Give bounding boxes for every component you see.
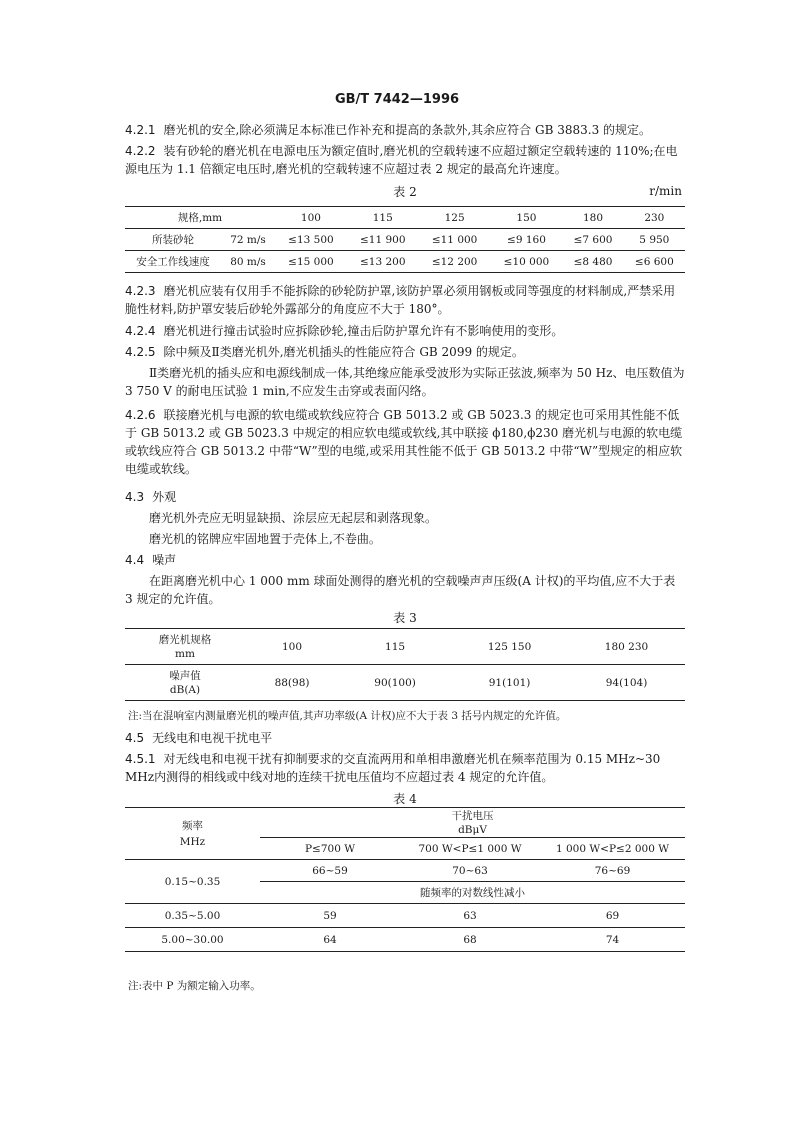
table4-power-col: 700 W<P≤1 000 W <box>400 838 540 860</box>
section-4-5-heading <box>125 729 685 747</box>
table4-freq: 0.35~5.00 <box>125 904 260 928</box>
table3-note: 注:当在混响室内测量磨光机的噪声值,其声功率级(A 计权)应不大于表 3 括号内规定的允许值。 <box>128 710 567 722</box>
table2-cell: 5 950 <box>624 229 685 251</box>
table4-volt-unit: dBμV <box>458 823 487 836</box>
section-number: 4.3 <box>125 490 145 504</box>
table4-note: 注:表中 P 为额定输入功率。 <box>128 980 261 992</box>
table3-size: 100 <box>245 629 339 665</box>
table2-cell: ≤13 200 <box>347 251 419 273</box>
clause-number: 4.2.1 <box>125 123 156 137</box>
table2-row-label: 安全工作线速度 <box>125 251 221 273</box>
table3-cell: 88(98) <box>245 665 339 701</box>
table3-caption: 表 3 <box>393 611 417 625</box>
clause-text: 除中频及Ⅱ类磨光机外,磨光机插头的性能应符合 GB 2099 的规定。 <box>163 345 524 359</box>
table4-freq: 5.00~30.00 <box>125 928 260 952</box>
table2-cell: ≤6 600 <box>624 251 685 273</box>
clause-4-2-2 <box>125 142 685 178</box>
table2-speed: 72 m/s <box>221 229 275 251</box>
section-title: 外观 <box>152 490 177 504</box>
table2-cell: ≤11 000 <box>419 229 491 251</box>
table2-size: 115 <box>347 207 419 229</box>
clause-number: 4.5.1 <box>125 752 156 766</box>
table2-size: 100 <box>275 207 347 229</box>
table3-cell: 94(104) <box>568 665 685 701</box>
table2-unit: r/min <box>649 184 682 198</box>
table4-freq: 0.15~0.35 <box>125 860 260 904</box>
table-row <box>125 808 685 838</box>
table2-cell: ≤11 900 <box>347 229 419 251</box>
table4-freq-unit: MHz <box>179 835 206 848</box>
table2-cell: ≤12 200 <box>419 251 491 273</box>
table2-size: 180 <box>562 207 623 229</box>
table2-speed: 80 m/s <box>221 251 275 273</box>
table3-spec-unit: mm <box>175 647 195 660</box>
section-number: 4.5 <box>125 731 145 745</box>
table3-size: 180 230 <box>568 629 685 665</box>
clause-number: 4.2.6 <box>125 408 156 422</box>
table4-note-cell: 随频率的对数线性减小 <box>260 882 685 904</box>
table2-cell: ≤8 480 <box>562 251 623 273</box>
clause-text: 联接磨光机与电源的软电缆或软线应符合 GB 5013.2 或 GB 5023.3 的规定也可采用其性能不低于 GB 5013.2 或 GB 5023.3 中规定的相应软电缆或软线,其中联接 ϕ180,ϕ230 磨光机与电源的软电缆或软线应符合 GB 5013.2 中带“W”型的电缆,或采用其性能不低于 GB 5013.2 中带“W”型规定的相应软电缆或软线。 <box>125 408 683 476</box>
table2-size: 150 <box>491 207 563 229</box>
clause-4-2-4 <box>125 322 685 340</box>
table2-size: 125 <box>419 207 491 229</box>
table2-size: 230 <box>624 207 685 229</box>
table4-cell: 70~63 <box>400 860 540 882</box>
table4-caption: 表 4 <box>393 792 417 806</box>
table-row <box>125 629 685 665</box>
clause-number: 4.2.3 <box>125 284 156 298</box>
clause-text: 对无线电和电视干扰有抑制要求的交直流两用和单相串激磨光机在频率范围为 0.15 MHz~30 MHz内测得的相线或中线对地的连续干扰电压值均不应超过表 4 规定的允许值。 <box>125 752 661 784</box>
clause-number: 4.2.2 <box>125 144 156 158</box>
table4-cell: 59 <box>260 904 400 928</box>
table-row <box>125 665 685 701</box>
table4-power-col: P≤700 W <box>260 838 400 860</box>
table4-volt-header <box>260 808 685 838</box>
section-number: 4.4 <box>125 553 145 567</box>
section-4-4-heading <box>125 551 685 569</box>
table4-cell: 64 <box>260 928 400 952</box>
clause-number: 4.2.5 <box>125 345 156 359</box>
table2-caption: 表 2 <box>393 185 417 199</box>
table3-header-cell <box>125 665 245 701</box>
table4-freq-header <box>125 808 260 860</box>
clause-4-2-5-paragraph: Ⅱ类磨光机的插头应和电源线制成一体,其绝缘应能承受波形为实际正弦波,频率为 50 Hz、电压数值为 3 750 V 的耐电压试验 1 min,不应发生击穿或表面闪络。 <box>125 366 685 398</box>
section-4-3-heading <box>125 488 685 506</box>
table2-cell: ≤15 000 <box>275 251 347 273</box>
clause-4-2-5 <box>125 343 685 361</box>
table4-volt-label: 干扰电压 <box>451 809 494 822</box>
clause-text: 磨光机应装有仅用手不能拆除的砂轮防护罩,该防护罩必须用钢板或同等强度的材料制成,严禁采用脆性材料,防护罩安装后砂轮外露部分的角度应不大于 180°。 <box>125 284 676 316</box>
table-row <box>125 229 685 251</box>
table3-cell: 91(101) <box>451 665 568 701</box>
table3-cell: 90(100) <box>339 665 451 701</box>
table-row <box>125 251 685 273</box>
section-4-3-paragraph: 磨光机外壳应无明显缺损、涂层应无起层和剥落现象。 <box>149 511 438 525</box>
table2-cell: ≤13 500 <box>275 229 347 251</box>
table4-freq-label: 频率 <box>182 819 203 832</box>
section-4-3-paragraph: 磨光机的铭牌应牢固地置于壳体上,不卷曲。 <box>149 532 381 546</box>
table3-header-cell <box>125 629 245 665</box>
section-title: 噪声 <box>152 553 177 567</box>
table3-size: 115 <box>339 629 451 665</box>
page-header: GB/T 7442—1996 <box>334 92 460 107</box>
table2-row-label: 所装砂轮 <box>125 229 221 251</box>
table4-cell: 69 <box>540 904 685 928</box>
table3-noise-unit: dB(A) <box>169 683 201 696</box>
table-row <box>125 904 685 928</box>
section-4-4-paragraph: 在距离磨光机中心 1 000 mm 球面处测得的磨光机的空载噪声声压级(A 计权)的平均值,应不大于表 3 规定的允许值。 <box>125 574 676 606</box>
section-title: 无线电和电视干扰电平 <box>152 731 273 745</box>
clause-number: 4.2.4 <box>125 324 156 338</box>
table3-noise-label: 噪声值 <box>169 669 201 682</box>
table2-spec-label: 规格,mm <box>125 207 275 229</box>
table2-cell: ≤9 160 <box>491 229 563 251</box>
clause-text: 装有砂轮的磨光机在电源电压为额定值时,磨光机的空载转速不应超过额定空载转速的 110%;在电源电压为 1.1 倍额定电压时,磨光机的空载转速不应超过表 2 规定的最高允许速度。 <box>125 144 678 176</box>
table4 <box>125 807 685 952</box>
table3-spec-label: 磨光机规格 <box>158 633 212 646</box>
clause-4-2-3 <box>125 282 685 318</box>
table2 <box>125 206 685 273</box>
table4-cell: 66~59 <box>260 860 400 882</box>
table4-cell: 76~69 <box>540 860 685 882</box>
table4-cell: 63 <box>400 904 540 928</box>
clause-text: 磨光机的安全,除必须满足本标准已作补充和提高的条款外,其余应符合 GB 3883.3 的规定。 <box>163 123 652 137</box>
table4-cell: 74 <box>540 928 685 952</box>
table-row <box>125 860 685 882</box>
table3-size: 125 150 <box>451 629 568 665</box>
clause-4-2-6 <box>125 406 685 478</box>
clause-4-2-1 <box>125 121 685 139</box>
table2-cell: ≤10 000 <box>491 251 563 273</box>
table4-cell: 68 <box>400 928 540 952</box>
table4-power-col: 1 000 W<P≤2 000 W <box>540 838 685 860</box>
table-row <box>125 928 685 952</box>
clause-text: 磨光机进行撞击试验时应拆除砂轮,撞击后防护罩允许有不影响使用的变形。 <box>163 324 564 338</box>
clause-4-5-1 <box>125 750 685 786</box>
table3 <box>125 628 685 701</box>
table2-cell: ≤7 600 <box>562 229 623 251</box>
